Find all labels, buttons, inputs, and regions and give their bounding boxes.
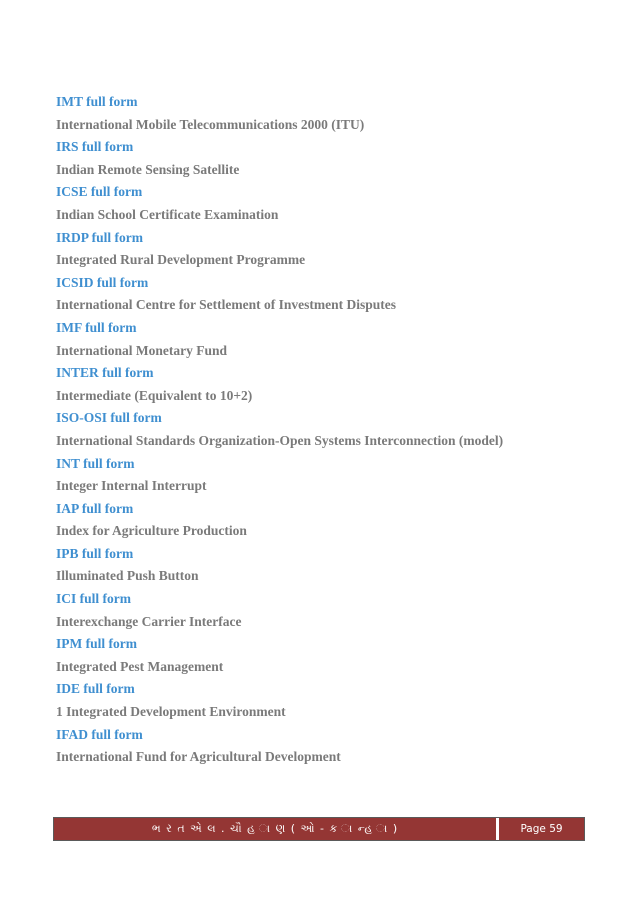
entry-full-form: Illuminated Push Button	[56, 568, 199, 584]
entry	[56, 136, 616, 181]
entry	[56, 724, 616, 769]
entry-term: IRDP full form	[56, 229, 143, 245]
entry-full-form: Index for Agriculture Production	[56, 523, 247, 539]
entry-full-form: Integrated Rural Development Programme	[56, 252, 306, 268]
entry-term: IMT full form	[56, 94, 138, 109]
entry	[56, 91, 616, 136]
entry	[56, 362, 616, 407]
page-footer	[53, 817, 585, 841]
entry-term: INT full form	[56, 455, 135, 471]
entry-full-form: International Monetary Fund	[56, 342, 228, 358]
entry	[56, 407, 616, 452]
page-number: Page 59	[499, 818, 584, 840]
entry-full-form: Indian Remote Sensing Satellite	[56, 161, 240, 177]
entry	[56, 588, 616, 633]
entry-term: IMF full form	[56, 319, 137, 335]
entry-full-form: Interexchange Carrier Interface	[56, 613, 242, 629]
entry	[56, 633, 616, 678]
entry	[56, 181, 616, 226]
footer-author: ભ ર ત એ લ . ચૌ હ ા ણ ( ઓ - ક ા ન્હ ા )	[54, 818, 499, 840]
entry-full-form: International Fund for Agricultural Development	[56, 749, 341, 765]
entry-full-form: International Centre for Settlement of Investment Disputes	[56, 297, 396, 313]
entry-term: IPB full form	[56, 545, 134, 561]
entry-full-form: International Standards Organization-Open Systems Interconnection (model)	[56, 432, 504, 448]
entry	[56, 317, 616, 362]
entry-term: ICSID full form	[56, 274, 149, 290]
entry-full-form: 1 Integrated Development Environment	[56, 704, 286, 720]
entry-term: IRS full form	[56, 139, 134, 155]
entry-full-form: Indian School Certificate Examination	[56, 206, 279, 222]
entry-full-form: Intermediate (Equivalent to 10+2)	[56, 387, 253, 403]
entry	[56, 543, 616, 588]
entry-term: IPM full form	[56, 636, 137, 652]
entry	[56, 498, 616, 543]
entry-term: IAP full form	[56, 500, 134, 516]
entry-term: IDE full form	[56, 681, 135, 697]
entry	[56, 272, 616, 317]
entry-full-form: International Mobile Telecommunications 2000 (ITU)	[56, 116, 365, 132]
entry	[56, 678, 616, 723]
entry	[56, 227, 616, 272]
entry-term: ICI full form	[56, 591, 131, 607]
entry-term: ISO-OSI full form	[56, 410, 162, 426]
entry-term: INTER full form	[56, 365, 154, 381]
entry	[56, 453, 616, 498]
entry-full-form: Integrated Pest Management	[56, 658, 224, 674]
entry-term: IFAD full form	[56, 726, 143, 742]
entries-list	[56, 91, 616, 769]
entry-term: ICSE full form	[56, 184, 143, 200]
entry-full-form: Integer Internal Interrupt	[56, 478, 207, 494]
